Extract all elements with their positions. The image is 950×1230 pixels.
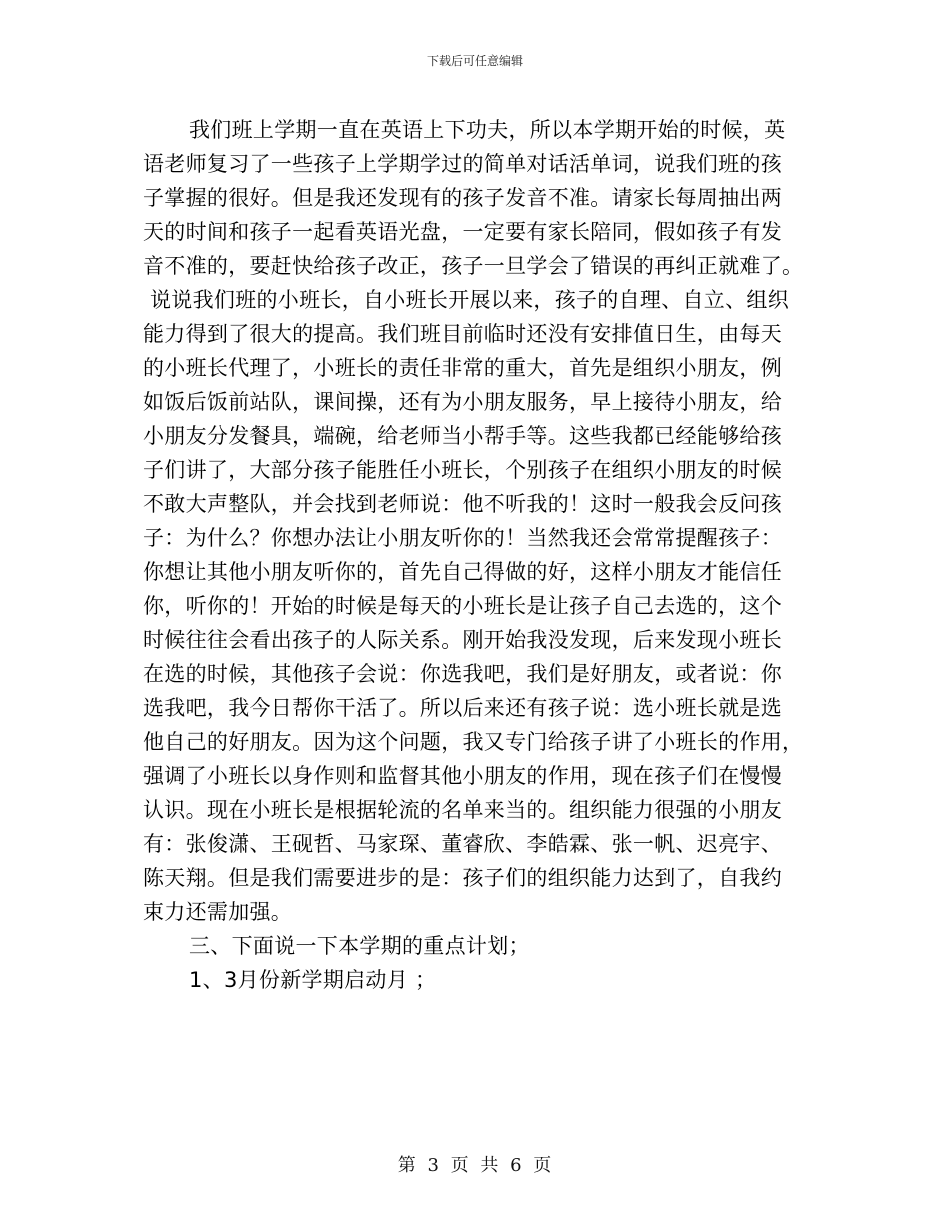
text-line: 子：为什么？你想办法让小朋友听你的！当然我还会常常提醒孩子： <box>143 526 782 550</box>
page-header: 下载后可任意编辑 <box>426 54 523 68</box>
text-line: 子们讲了，大部分孩子能胜任小班长，个别孩子在组织小朋友的时候 <box>143 458 782 482</box>
text-line: 如饭后饭前站队，课间操，还有为小朋友服务，早上接待小朋友，给 <box>143 390 782 414</box>
body-text <box>143 113 804 997</box>
text-line: 你想让其他小朋友听你的，首先自己得做的好，这样小朋友才能信任 <box>143 560 782 584</box>
text-line: 能力得到了很大的提高。我们班目前临时还没有安排值日生，由每天 <box>143 322 782 346</box>
text-line: 的小班长代理了，小班长的责任非常的重大，首先是组织小朋友，例 <box>143 356 782 380</box>
footer-page-label: 页 <box>450 1155 470 1176</box>
text-line: 选我吧，我今日帮你干活了。所以后来还有孩子说：选小班长就是选 <box>143 696 782 720</box>
current-page-number: 3 <box>427 1155 440 1176</box>
text-line: 认识。现在小班长是根据轮流的名单来当的。组织能力很强的小朋友 <box>143 798 782 822</box>
text-line: 小朋友分发餐具，端碗，给老师当小帮手等。这些我都已经能够给孩 <box>143 424 782 448</box>
total-page-count: 6 <box>510 1155 523 1176</box>
text-line: 说说我们班的小班长，自小班长开展以来，孩子的自理、自立、组织 <box>150 288 789 312</box>
text-line: 时候往往会看出孩子的人际关系。刚开始我没发现，后来发现小班长 <box>143 628 782 652</box>
text-line: 陈天翔。但是我们需要进步的是：孩子们的组织能力达到了，自我约 <box>143 866 782 890</box>
text-line: 不敢大声整队，并会找到老师说：他不听我的！这时一般我会反问孩 <box>143 492 782 516</box>
text-line: 有：张俊潇、王砚哲、马家琛、董睿欣、李皓霖、张一帆、迟亮宇、 <box>143 832 782 856</box>
text-line: 音不准的，要赶快给孩子改正，孩子一旦学会了错误的再纠正就难了。 <box>143 254 804 278</box>
footer-total-label: 共 <box>480 1155 500 1176</box>
list-item: 1、3月份新学期启动月 ； <box>189 968 437 992</box>
text-line: 语老师复习了一些孩子上学期学过的简单对话活单词，说我们班的孩 <box>143 152 782 176</box>
text-line: 天的时间和孩子一起看英语光盘，一定要有家长陪同，假如孩子有发 <box>143 220 782 244</box>
section-heading: 三、下面说一下本学期的重点计划； <box>189 934 530 958</box>
text-line: 束力还需加强。 <box>143 900 293 924</box>
text-line: 强调了小班长以身作则和监督其他小朋友的作用，现在孩子们在慢慢 <box>143 764 782 788</box>
text-line: 他自己的好朋友。因为这个问题，我又专门给孩子讲了小班长的作用， <box>143 730 804 754</box>
text-line: 子掌握的很好。但是我还发现有的孩子发音不准。请家长每周抽出两 <box>143 186 782 210</box>
footer-suffix: 页 <box>533 1155 553 1176</box>
footer-prefix: 第 <box>397 1155 417 1176</box>
text-line: 在选的时候，其他孩子会说：你选我吧，我们是好朋友，或者说：你 <box>143 662 782 686</box>
text-line: 你，听你的！开始的时候是每天的小班长是让孩子自己去选的，这个 <box>143 594 782 618</box>
text-line: 我们班上学期一直在英语上下功夫，所以本学期开始的时候，英 <box>189 118 786 142</box>
page-footer <box>0 1155 950 1177</box>
